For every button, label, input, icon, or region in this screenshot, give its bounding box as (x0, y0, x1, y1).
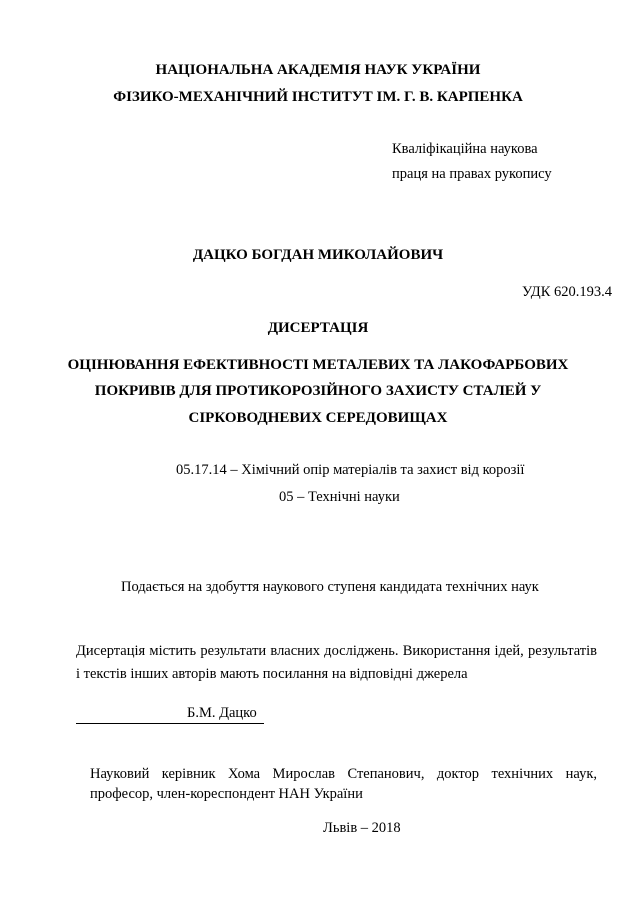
manuscript-note-line1: Кваліфікаційна наукова (392, 141, 538, 157)
degree-statement: Подається на здобуття наукового ступеня кандидата технічних наук (121, 579, 539, 595)
institution-academy: НАЦІОНАЛЬНА АКАДЕМІЯ НАУК УКРАЇНИ (155, 62, 481, 78)
document-type: ДИСЕРТАЦІЯ (267, 320, 369, 336)
originality-statement: Дисертація містить результати власних досліджень. Використання ідей, результатів і текстів інших авторів мають посилання на відповідні джерела (76, 643, 597, 682)
signature-name: Б.М. Дацко (187, 705, 257, 721)
specialty-code: 05.17.14 – Хімічний опір матеріалів та захист від корозії (176, 462, 525, 478)
dissertation-title-line2: ПОКРИВІВ ДЛЯ ПРОТИКОРОЗІЙНОГО ЗАХИСТУ СТАЛЕЙ У (94, 383, 542, 399)
specialty-field: 05 – Технічні науки (279, 489, 400, 505)
place-year: Львів – 2018 (323, 820, 401, 836)
institution-institute: ФІЗИКО-МЕХАНІЧНИЙ ІНСТИТУТ ІМ. Г. В. КАРПЕНКА (113, 89, 523, 105)
dissertation-title-line3: СІРКОВОДНЕВИХ СЕРЕДОВИЩАХ (188, 410, 448, 426)
manuscript-note-line2: праця на правах рукопису (392, 166, 552, 182)
author-name: ДАЦКО БОГДАН МИКОЛАЙОВИЧ (192, 247, 444, 263)
udc-code: УДК 620.193.4 (522, 284, 612, 300)
supervisor-info: Науковий керівник Хома Мирослав Степанович, доктор технічних наук, професор, член-кореспондент НАН України (90, 766, 597, 802)
dissertation-title-line1: ОЦІНЮВАННЯ ЕФЕКТИВНОСТІ МЕТАЛЕВИХ ТА ЛАКОФАРБОВИХ (67, 357, 569, 373)
